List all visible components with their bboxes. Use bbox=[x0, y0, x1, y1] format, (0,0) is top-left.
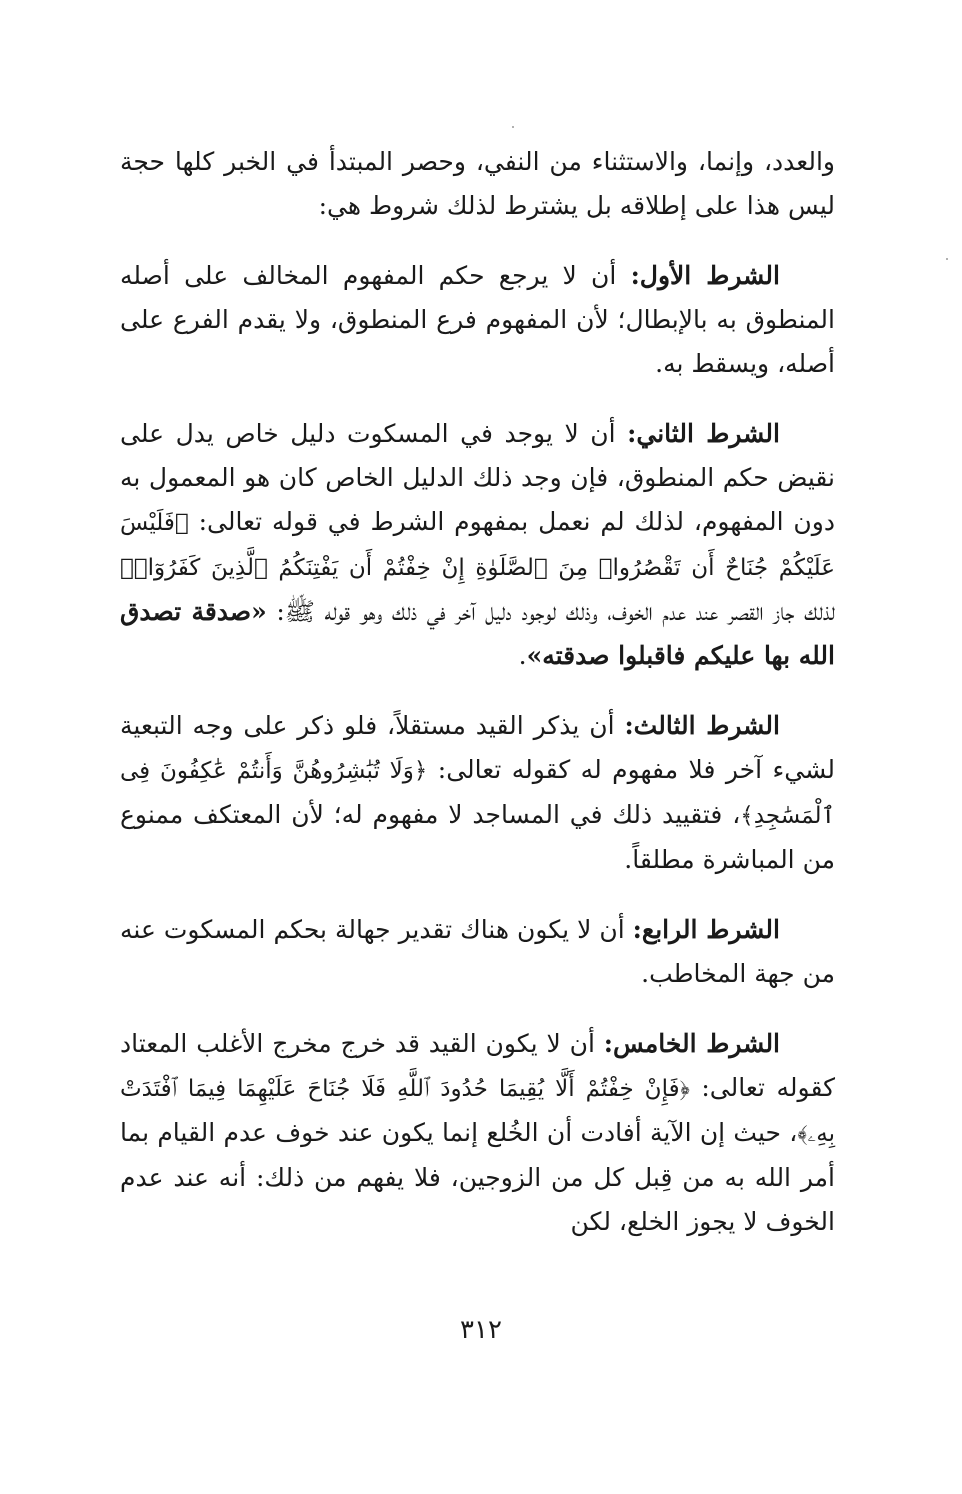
condition-1-heading: الشرط الأول: bbox=[630, 261, 780, 290]
condition-3-text-a: أن يذكر القيد مستقلاً، فلو ذكر على وجه التبعية لشيء آخر فلا مفهوم له كقوله تعالى: bbox=[120, 711, 835, 784]
condition-1-paragraph bbox=[120, 254, 835, 386]
condition-1-text: أن لا يرجع حكم المفهوم المخالف على أصله المنطوق به بالإبطال؛ لأن المفهوم فرع المنطوق، ولا يقدم الفرع على أصله، ويسقط به. bbox=[120, 261, 835, 378]
condition-2-hadith: «صدقة تصدق الله بها عليكم فاقبلوا صدقته» bbox=[120, 597, 835, 670]
condition-5-paragraph bbox=[120, 1022, 835, 1244]
condition-3-heading: الشرط الثالث: bbox=[624, 711, 780, 740]
condition-5-heading: الشرط الخامس: bbox=[603, 1029, 781, 1058]
condition-4-heading: الشرط الرابع: bbox=[632, 915, 780, 944]
condition-2-heading: الشرط الثاني: bbox=[627, 419, 780, 448]
condition-2-verse: ﴿فَلَيْسَ عَلَيْكُمْ جُنَاحٌ أَن تَقْصُرُوا۟ مِنَ ٱلصَّلَوٰةِ إِنْ خِفْتُمْ أَن يَفْتِنَكُمُ ٱلَّذِينَ كَفَرُوٓا۟﴾ bbox=[120, 510, 835, 581]
condition-2-paragraph bbox=[120, 412, 835, 678]
condition-5-verse: ﴿فَإِنْ خِفْتُمْ أَلَّا يُقِيمَا حُدُودَ ٱللَّهِ فَلَا جُنَاحَ عَلَيْهِمَا فِيمَا ٱفْتَدَتْ بِهِۦ﴾ bbox=[120, 1076, 835, 1147]
condition-3-paragraph bbox=[120, 704, 835, 882]
condition-3-verse: ﴿وَلَا تُبَٰشِرُوهُنَّ وَأَنتُمْ عَٰكِفُونَ فِى ٱلْمَسَٰجِدِ﴾ bbox=[120, 758, 835, 829]
stray-dot-top bbox=[512, 126, 514, 128]
condition-3-text-b: ، فتقييد ذلك في المساجد لا مفهوم له؛ لأن المعتكف ممنوع من المباشرة مطلقاً. bbox=[120, 800, 835, 874]
intro-paragraph bbox=[120, 140, 835, 228]
condition-2-text-a: أن لا يوجد في المسكوت دليل خاص يدل على نقيض حكم المنطوق، فإن وجد ذلك الدليل الخاص كان هو المعمول به دون المفهوم، لذلك لم نعمل بمفهوم الشرط في قوله تعالى: bbox=[120, 419, 836, 536]
stray-dot-right bbox=[946, 258, 948, 260]
condition-5-text-a: أن لا يكون القيد قد خرج مخرج الأغلب المعتاد كقوله تعالى: bbox=[120, 1029, 836, 1102]
intro-text: والعدد، وإنما، والاستثناء من النفي، وحصر المبتدأ في الخبر كلها حجة ليس هذا على إطلاقه بل يشترط لذلك شروط هي: bbox=[120, 147, 835, 220]
page-body bbox=[120, 140, 835, 1270]
condition-4-paragraph bbox=[120, 908, 835, 996]
condition-4-text: أن لا يكون هناك تقدير جهالة بحكم المسكوت عنه من جهة المخاطب. bbox=[120, 915, 835, 988]
condition-5-text-b: ، حيث إن الآية أفادت أن الخُلع إنما يكون عند خوف عدم القيام بما أمر الله به من قِبل كل من الزوجين، فلا يفهم من ذلك: أنه عند عدم الخوف لا يجوز الخلع، لكن bbox=[120, 1118, 835, 1236]
condition-2-text-c: . bbox=[518, 641, 527, 670]
page-number: ٣١٢ bbox=[460, 1315, 502, 1345]
condition-2-text-b: لذلك جاز القصر عند عدم الخوف، وذلك لوجود دليل آخر في ذلك وهو قوله ﷺ: bbox=[266, 597, 835, 626]
